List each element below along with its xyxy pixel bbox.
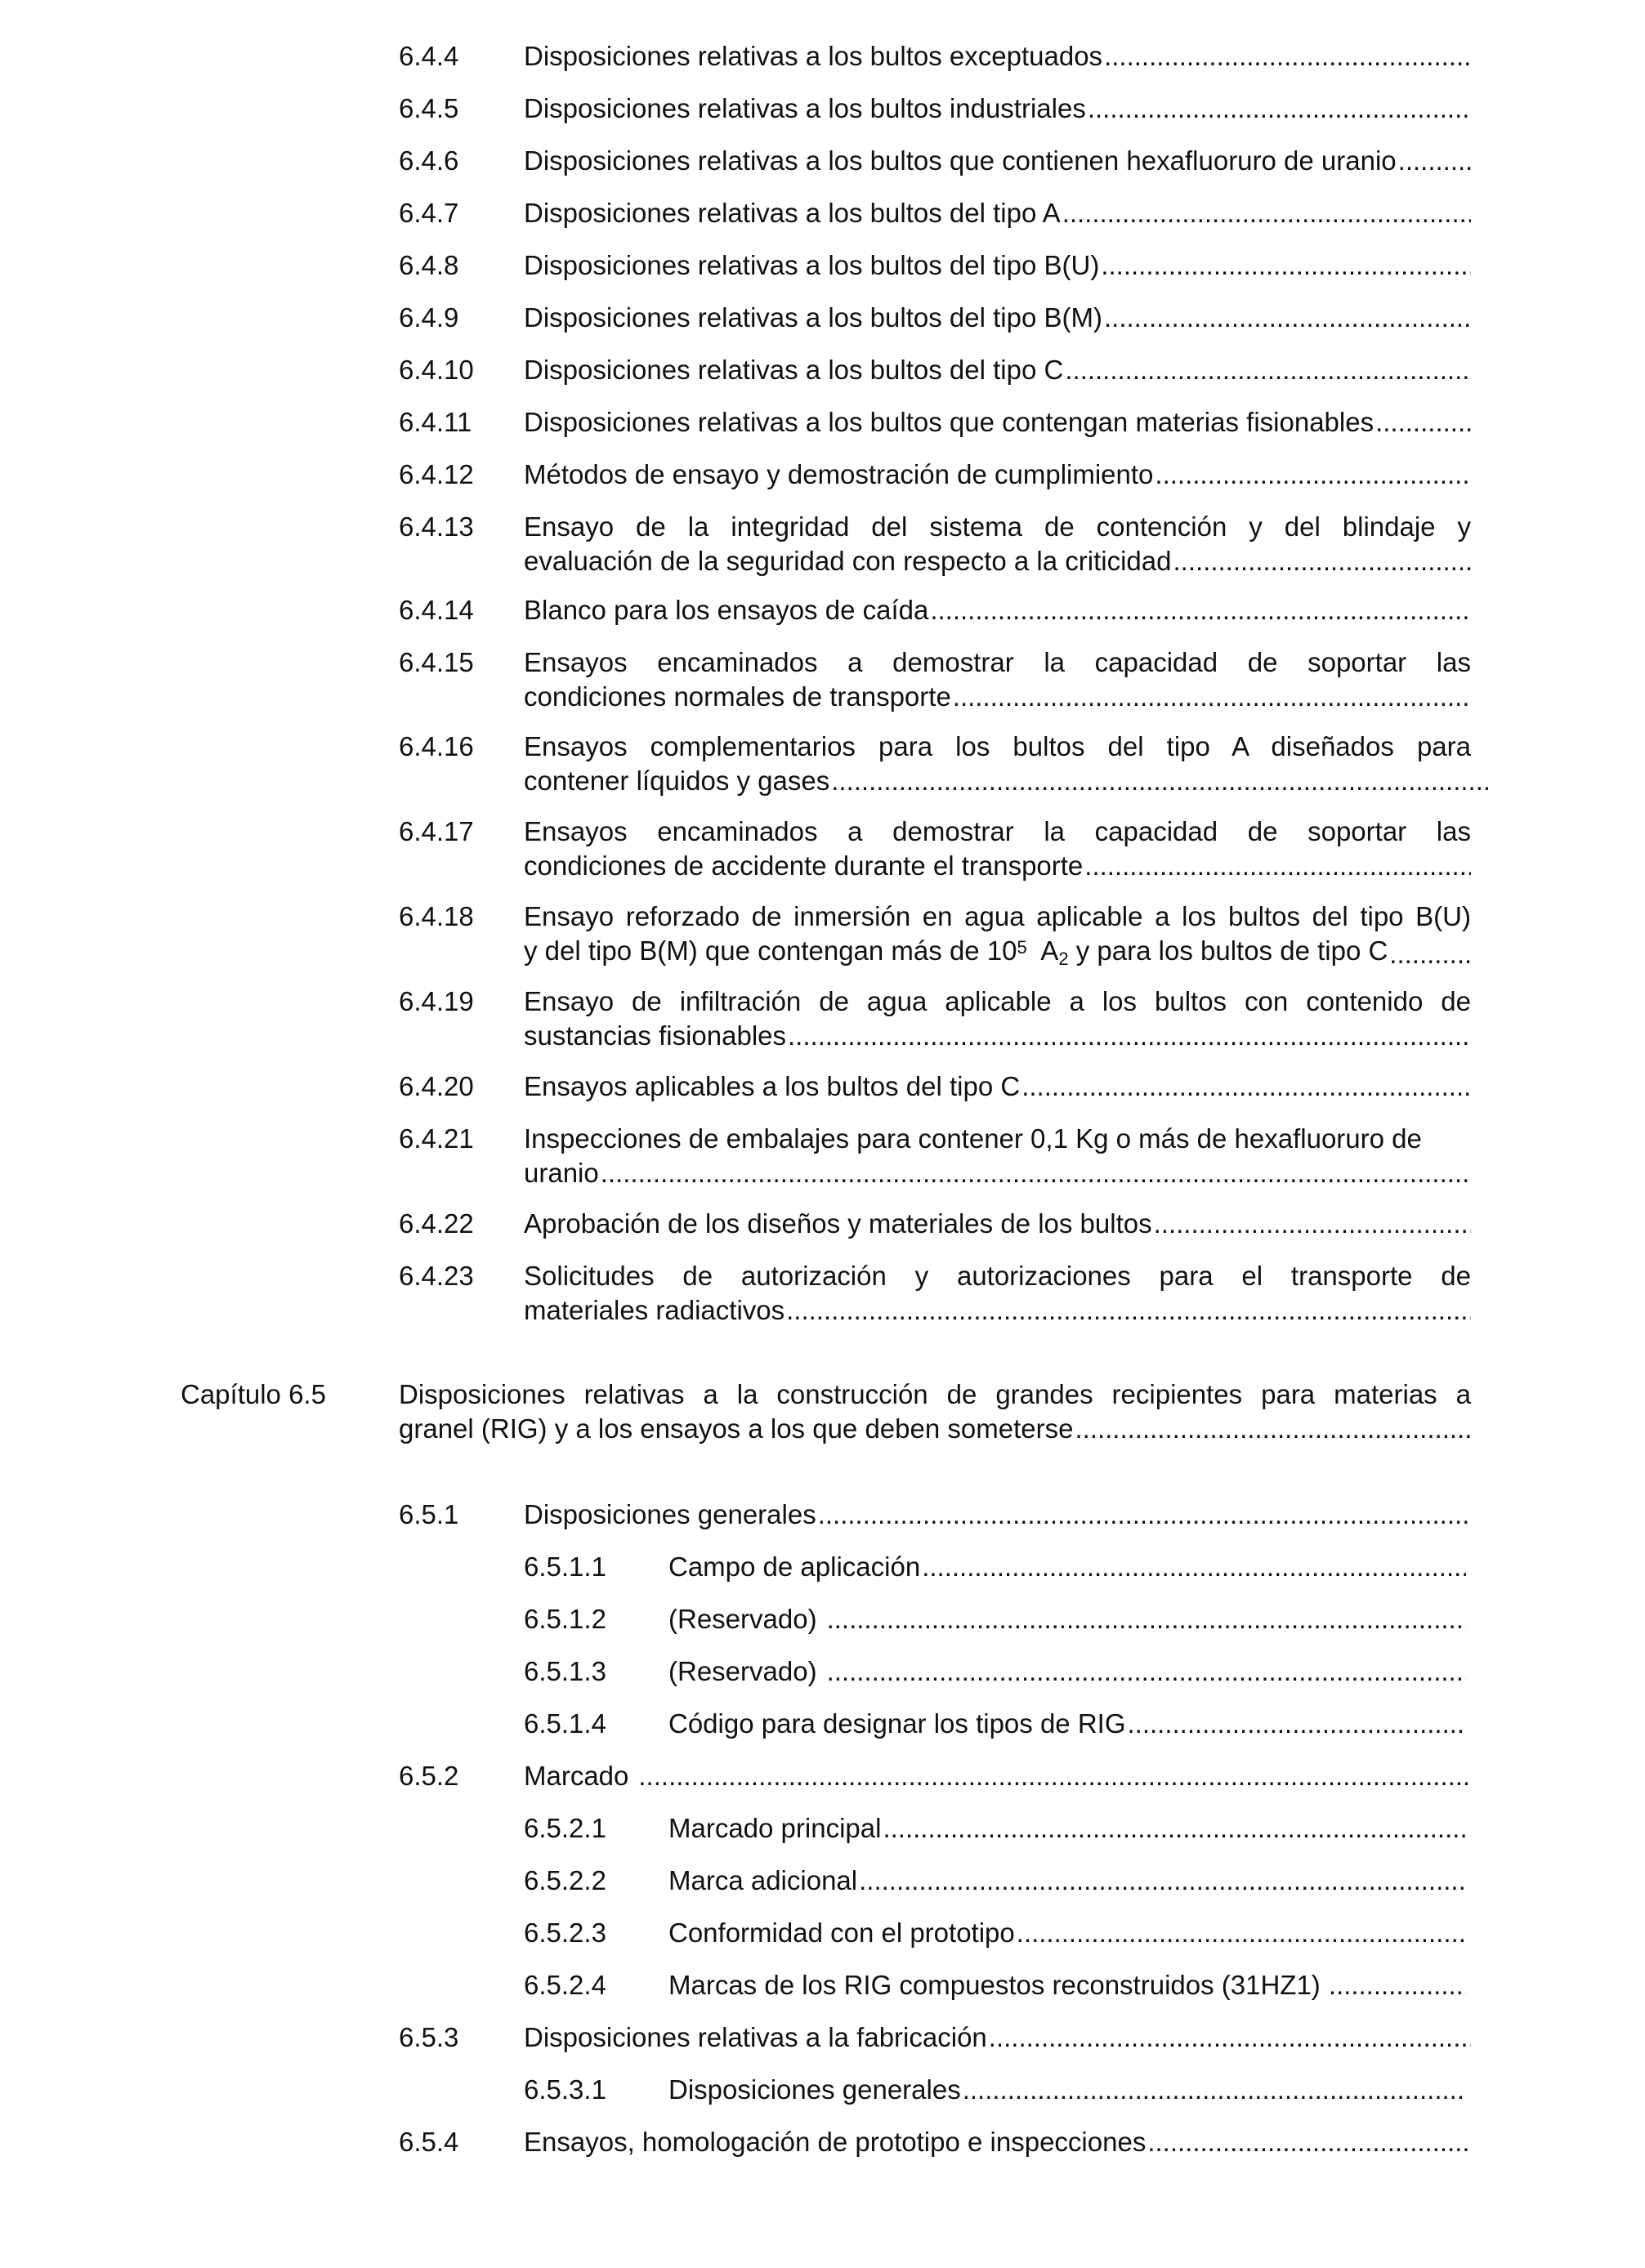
dot-leader (601, 1156, 1471, 1190)
entry-number: 6.4.8 (399, 250, 459, 280)
entry-title: Ensayos, homologación de prototipo e inspecciones (524, 2127, 1147, 2157)
entry-number: 6.4.5 (399, 93, 459, 123)
entry-number: 6.4.6 (399, 145, 459, 176)
entry-number: 6.5.1.2 (524, 1604, 606, 1634)
entry-number: 6.5.3 (399, 2022, 459, 2052)
chapter-label: Capítulo 6.5 (181, 1379, 326, 1409)
dot-leader (1104, 39, 1471, 74)
entry-number: 6.4.18 (399, 901, 474, 931)
entry-number: 6.5.2 (399, 1761, 459, 1791)
entry-title-line1: Ensayos encaminados a demostrar la capacidad de soportar las (524, 647, 1471, 677)
entry-title: Disposiciones relativas a los bultos exceptuados (524, 41, 1103, 71)
entry-title: Disposiciones relativas a los bultos del tipo B(U) (524, 250, 1100, 280)
dot-leader (1375, 405, 1471, 440)
entry-number: 6.4.11 (399, 407, 472, 437)
entry-number: 6.5.3.1 (524, 2074, 606, 2105)
entry-number: 6.5.2.1 (524, 1813, 606, 1843)
dot-leader (1065, 353, 1471, 387)
entry-title-line2: condiciones de accidente durante el transporte (524, 850, 1084, 881)
entry-number: 6.4.15 (399, 647, 474, 677)
dot-leader (1088, 92, 1471, 126)
entry-title: Conformidad con el prototipo (668, 1918, 1015, 1948)
entry-title: Ensayos aplicables a los bultos del tipo C (524, 1071, 1021, 1101)
entry-title-line1: Ensayo reforzado de inmersión en agua aplicable a los bultos del tipo B(U) (524, 901, 1471, 931)
entry-title: Disposiciones relativas a los bultos que contienen hexafluoruro de uranio (524, 145, 1397, 176)
entry-number: 6.5.4 (399, 2127, 459, 2157)
entry-number: 6.4.22 (399, 1208, 474, 1239)
entry-title-line1: Inspecciones de embalajes para contener 0,1 Kg o más de hexafluoruro de (524, 1123, 1422, 1154)
dot-leader (1104, 301, 1471, 335)
dot-leader (1084, 849, 1471, 883)
entry-number: 6.5.1 (399, 1499, 459, 1529)
dot-leader (818, 1498, 1471, 1532)
entry-title: Aprobación de los diseños y materiales de los bultos (524, 1208, 1152, 1239)
entry-title-line2 (524, 934, 1388, 971)
entry-title-line1: Ensayos encaminados a demostrar la capacidad de soportar las (524, 816, 1471, 846)
entry-title-line2: evaluación de la seguridad con respecto a la criticidad (524, 546, 1172, 576)
entry-title-line2: sustancias fisionables (524, 1020, 787, 1051)
entry-number: 6.4.9 (399, 302, 459, 333)
entry-title: Disposiciones relativas a los bultos que contengan materias fisionables (524, 407, 1375, 437)
superscript-exponent: 5 (1017, 937, 1027, 958)
dot-leader (989, 2020, 1471, 2055)
dot-leader (1062, 196, 1471, 230)
entry-number: 6.5.1.3 (524, 1656, 606, 1686)
entry-title-line1: Ensayo de infiltración de agua aplicable a los bultos con contenido de (524, 986, 1471, 1016)
dot-leader (788, 1019, 1471, 1053)
entry-number: 6.4.7 (399, 198, 459, 228)
entry-title-line2: contener líquidos y gases (524, 766, 830, 796)
entry-number: 6.4.16 (399, 731, 474, 761)
dot-leader (1154, 1207, 1471, 1241)
entry-number: 6.5.2.2 (524, 1865, 606, 1895)
entry-number: 6.5.1.4 (524, 1708, 606, 1739)
entry-number: 6.5.1.1 (524, 1551, 606, 1582)
dot-leader (930, 593, 1471, 627)
dot-leader (827, 1654, 1466, 1689)
entry-title: (Reservado) (668, 1604, 817, 1634)
entry-title-line1: Ensayo de la integridad del sistema de contención y del blindaje y (524, 511, 1471, 542)
entry-title: Código para designar los tipos de RIG (668, 1708, 1126, 1739)
chapter-title-line1: Disposiciones relativas a la construcción de grandes recipientes para materias a (399, 1379, 1471, 1409)
line2-text-tail: y para los bultos de tipo C (1068, 935, 1388, 966)
dot-leader (1075, 1412, 1471, 1446)
dot-leader (922, 1550, 1466, 1584)
entry-number: 6.4.21 (399, 1123, 474, 1154)
entry-title: Disposiciones generales (668, 2074, 961, 2105)
dot-leader (1101, 248, 1471, 283)
dot-leader (1017, 1916, 1466, 1950)
entry-title: Métodos de ensayo y demostración de cumplimiento (524, 459, 1154, 489)
dot-leader (1021, 1069, 1471, 1104)
entry-title: Marca adicional (668, 1865, 858, 1895)
entry-title: (Reservado) (668, 1656, 817, 1686)
dot-leader (1147, 2125, 1471, 2159)
entry-title-line2: materiales radiactivos (524, 1295, 785, 1325)
entry-number: 6.4.12 (399, 459, 474, 489)
chapter-title-line2: granel (RIG) y a los ensayos a los que deben someterse (399, 1413, 1074, 1444)
dot-leader (786, 1293, 1471, 1328)
entry-number: 6.5.2.3 (524, 1918, 606, 1948)
entry-number: 6.5.2.4 (524, 1970, 606, 2000)
entry-number: 6.4.17 (399, 816, 474, 846)
entry-title: Disposiciones relativas a los bultos del tipo C (524, 355, 1064, 385)
dot-leader (963, 2073, 1466, 2107)
dot-leader (1398, 144, 1471, 178)
subscript-index: 2 (1058, 949, 1069, 969)
dot-leader (883, 1811, 1466, 1846)
dot-leader (859, 1864, 1466, 1898)
entry-title: Disposiciones relativas a los bultos industriales (524, 93, 1086, 123)
entry-title: Disposiciones relativas a los bultos del tipo A (524, 198, 1061, 228)
dot-leader (1389, 937, 1471, 971)
entry-title: Disposiciones relativas a los bultos del tipo B(M) (524, 302, 1102, 333)
dot-leader (827, 1602, 1466, 1636)
entry-title-line2: condiciones normales de transporte (524, 681, 951, 712)
entry-number: 6.4.13 (399, 511, 474, 542)
entry-title: Marcas de los RIG compuestos reconstruidos (31HZ1) (668, 1970, 1321, 2000)
dot-leader (1155, 458, 1471, 492)
dot-leader (1329, 1968, 1466, 2002)
entry-number: 6.4.14 (399, 595, 474, 625)
entry-title: Disposiciones generales (524, 1499, 816, 1529)
dot-leader (831, 764, 1490, 798)
entry-number: 6.4.23 (399, 1261, 474, 1291)
entry-number: 6.4.19 (399, 986, 474, 1016)
entry-number: 6.4.10 (399, 355, 474, 385)
line2-symbol: A (1040, 935, 1059, 966)
dot-leader (638, 1759, 1471, 1793)
dot-leader (1173, 544, 1471, 578)
dot-leader (1128, 1707, 1467, 1741)
entry-title-line1: Solicitudes de autorización y autorizaciones para el transporte de (524, 1261, 1471, 1291)
entry-number: 6.4.20 (399, 1071, 474, 1101)
entry-title: Marcado (524, 1761, 629, 1791)
dot-leader (953, 680, 1471, 714)
entry-title: Disposiciones relativas a la fabricación (524, 2022, 987, 2052)
entry-title-line2: uranio (524, 1158, 599, 1188)
entry-title-line1: Ensayos complementarios para los bultos del tipo A diseñados para (524, 731, 1471, 761)
entry-title: Blanco para los ensayos de caída (524, 595, 929, 625)
line2-text: y del tipo B(M) que contengan más de 10 (524, 935, 1017, 966)
entry-number: 6.4.4 (399, 41, 459, 71)
entry-title: Campo de aplicación (668, 1551, 921, 1582)
entry-title: Marcado principal (668, 1813, 882, 1843)
